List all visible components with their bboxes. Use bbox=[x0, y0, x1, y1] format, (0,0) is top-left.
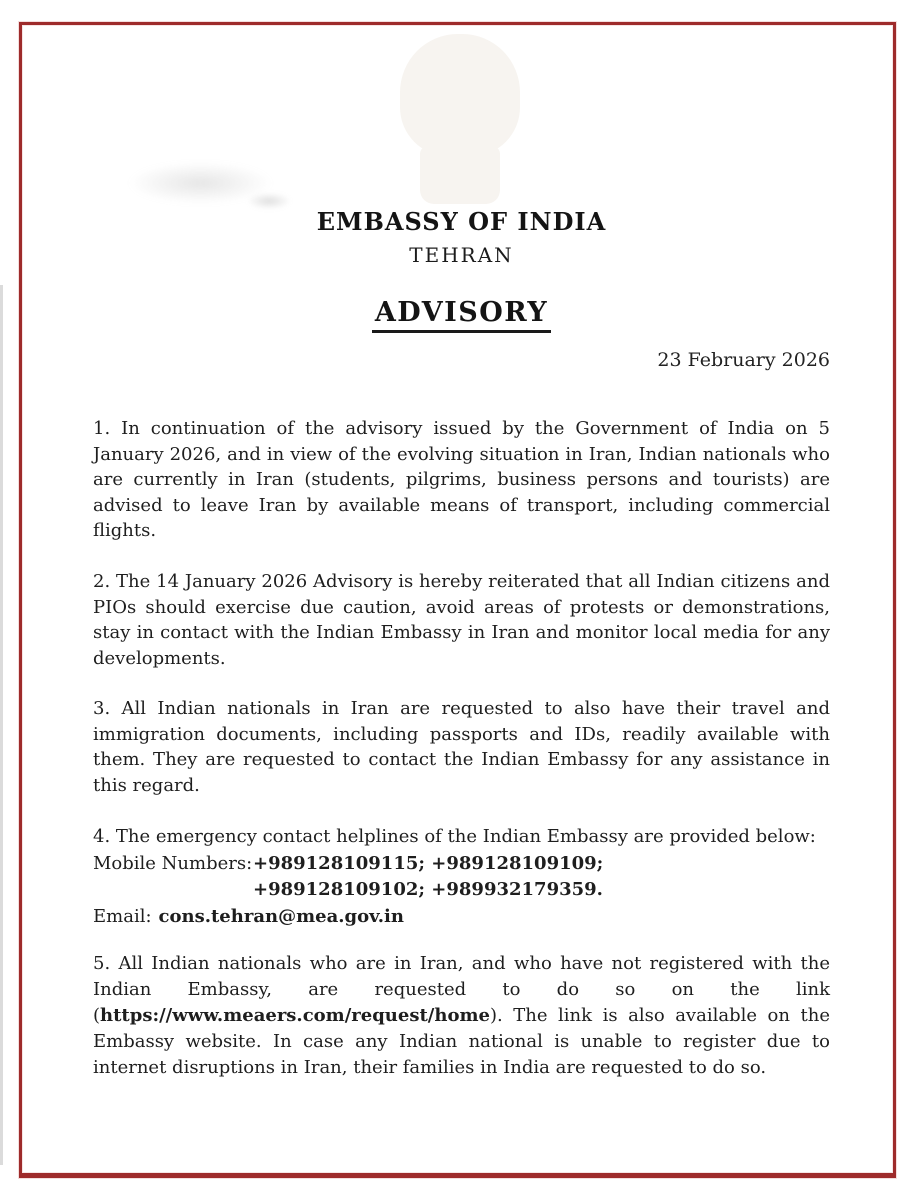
scan-edge-artifact bbox=[0, 285, 3, 1165]
mobile-numbers-line-2 bbox=[93, 877, 830, 904]
paragraph-5-registration-link bbox=[93, 951, 830, 1081]
paragraph-2-caution-reiteration: 2. The 14 January 2026 Advisory is hereby reiterated that all Indian citizens and PIOs should exercise due caution, avoid areas of protests or demonstrations, stay in contact with the Indian Embassy in Iran and monitor local media for any developments. bbox=[93, 571, 830, 669]
org-name-heading: EMBASSY OF INDIA bbox=[316, 207, 607, 236]
paragraph-1-leave-iran-advice: 1. In continuation of the advisory issued by the Government of India on 5 January 2026, and in view of the evolving situation in Iran, Indian nationals who are currently in Iran (students, pilgrims, business persons and tourists) are advised to leave Iran by available means of transport, including commercial flights. bbox=[93, 418, 830, 541]
mobile-numbers-value-1: +989128109115; +989128109109; bbox=[253, 852, 604, 874]
org-location-heading: TEHRAN bbox=[409, 243, 514, 267]
emergency-contacts-intro: 4. The emergency contact helplines of the Indian Embassy are provided below: bbox=[93, 826, 816, 847]
document-date: 23 February 2026 bbox=[657, 349, 830, 371]
email-line bbox=[93, 904, 830, 931]
paragraph-3-travel-documents: 3. All Indian nationals in Iran are requested to also have their travel and immigration documents, including passports and IDs, readily available with them. They are requested to contact the Indian Embassy for any assistance in this regard. bbox=[93, 698, 830, 796]
registration-link-url: https://www.meaers.com/request/home bbox=[100, 1005, 490, 1026]
registration-text-before-link: 5. All Indian nationals who are in Iran, and who have not registered with the Indian Embassy, are requested to do so on the link ( bbox=[93, 953, 830, 1026]
mobile-numbers-label: Mobile Numbers: bbox=[93, 852, 253, 874]
mobile-numbers-line-1 bbox=[93, 851, 830, 878]
mobile-numbers-value-2: +989128109102; +989932179359. bbox=[253, 879, 603, 900]
email-address: cons.tehran@mea.gov.in bbox=[158, 905, 404, 927]
paragraph-4-emergency-contacts bbox=[93, 824, 830, 930]
document-title-row bbox=[0, 297, 923, 333]
document-title: ADVISORY bbox=[372, 297, 551, 333]
registration-text-after-link: ). The link is also available on the Embassy website. In case any Indian national is unable to register due to internet disruptions in Iran, their families in India are requested to do so. bbox=[93, 1005, 830, 1078]
email-label: Email: bbox=[93, 905, 152, 927]
